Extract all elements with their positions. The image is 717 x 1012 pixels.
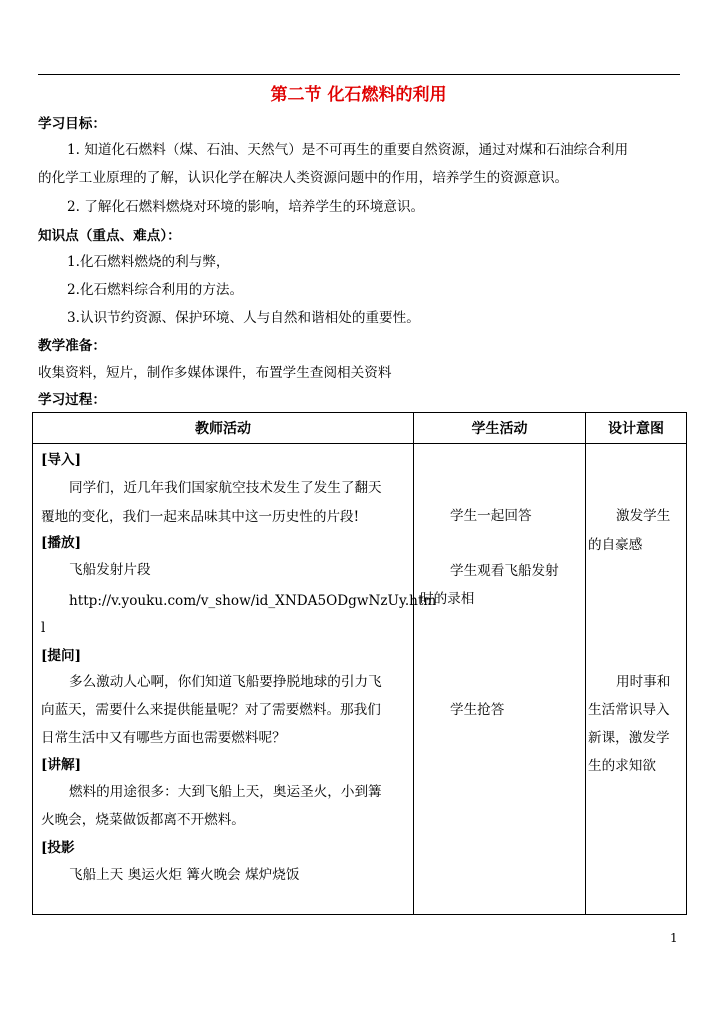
preparation-heading: 教学准备： bbox=[38, 338, 106, 354]
objective-1-line-1: 1. 知道化石燃料（煤、石油、天然气）是不可再生的重要自然资源，通过对煤和石油综合利用 bbox=[67, 142, 629, 158]
knowledge-item-2: 2.化石燃料综合利用的方法。 bbox=[67, 282, 244, 298]
student-activity-cell bbox=[414, 444, 586, 915]
ask-line-2: 向蓝天，需要什么来提供能量呢？对了需要燃料。那我们 bbox=[41, 702, 381, 718]
video-url-line-1: http://v.youku.com/v_show/id_XNDA5ODgwNzUy.htm bbox=[69, 593, 437, 609]
explain-line-2: 火晚会，烧菜做饭都离不开燃料。 bbox=[41, 812, 245, 828]
intent-1-line-2: 的自豪感 bbox=[588, 537, 643, 553]
intent-1-line-1: 激发学生 bbox=[616, 508, 671, 524]
column-header-teacher: 教师活动 bbox=[33, 413, 414, 444]
label-ask: [提问] bbox=[41, 648, 82, 664]
objective-2: 2. 了解化石燃料燃烧对环境的影响，培养学生的环境意识。 bbox=[67, 199, 425, 215]
label-play: [播放] bbox=[41, 535, 82, 551]
project-text: 飞船上天 奥运火炬 篝火晚会 煤炉烧饭 bbox=[69, 867, 300, 883]
teacher-activity-cell bbox=[33, 444, 437, 915]
student-activity-2-line-2: 时的录相 bbox=[420, 591, 475, 607]
ask-line-3: 日常生活中又有哪些方面也需要燃料呢？ bbox=[41, 730, 286, 746]
intro-line-2: 覆地的变化，我们一起来品味其中这一历史性的片段! bbox=[41, 509, 360, 525]
student-activity-2-line-1: 学生观看飞船发射 bbox=[450, 563, 559, 579]
page-title: 第二节 化石燃料的利用 bbox=[270, 85, 447, 105]
header-rule bbox=[38, 74, 680, 75]
table-row bbox=[33, 444, 687, 915]
intent-2-line-4: 生的求知欲 bbox=[588, 758, 656, 774]
knowledge-item-1: 1.化石燃料燃烧的利与弊， bbox=[67, 254, 230, 270]
student-activity-1: 学生一起回答 bbox=[450, 508, 532, 524]
intro-line-1: 同学们，近几年我们国家航空技术发生了发生了翻天 bbox=[69, 480, 382, 496]
intent-2-line-1: 用时事和 bbox=[616, 674, 671, 690]
play-text: 飞船发射片段 bbox=[69, 562, 151, 578]
video-url-line-2: l bbox=[41, 620, 46, 636]
intent-2-line-2: 生活常识导入 bbox=[588, 702, 670, 718]
intent-2-line-3: 新课，激发学 bbox=[588, 730, 670, 746]
page-number: 1 bbox=[670, 931, 678, 945]
label-project: [投影 bbox=[41, 840, 75, 856]
ask-line-1: 多么激动人心啊，你们知道飞船要挣脱地球的引力飞 bbox=[69, 674, 382, 690]
label-explain: [讲解] bbox=[41, 757, 82, 773]
column-header-intent: 设计意图 bbox=[586, 413, 687, 444]
knowledge-heading: 知识点（重点、难点）： bbox=[38, 228, 181, 244]
student-activity-3: 学生抢答 bbox=[450, 702, 505, 718]
process-table bbox=[32, 412, 687, 915]
column-header-student: 学生活动 bbox=[414, 413, 586, 444]
label-intro: [导入] bbox=[41, 452, 82, 468]
preparation-text: 收集资料，短片，制作多媒体课件，布置学生查阅相关资料 bbox=[38, 365, 392, 381]
knowledge-item-3: 3.认识节约资源、保护环境、人与自然和谐相处的重要性。 bbox=[67, 310, 420, 326]
objective-1-line-2: 的化学工业原理的了解，认识化学在解决人类资源问题中的作用，培养学生的资源意识。 bbox=[38, 170, 569, 186]
process-heading: 学习过程： bbox=[38, 392, 106, 408]
explain-line-1: 燃料的用途很多：大到飞船上天，奥运圣火，小到篝 bbox=[69, 784, 382, 800]
design-intent-cell bbox=[586, 444, 687, 915]
objectives-heading: 学习目标： bbox=[38, 116, 106, 132]
table-header-row bbox=[33, 413, 687, 444]
